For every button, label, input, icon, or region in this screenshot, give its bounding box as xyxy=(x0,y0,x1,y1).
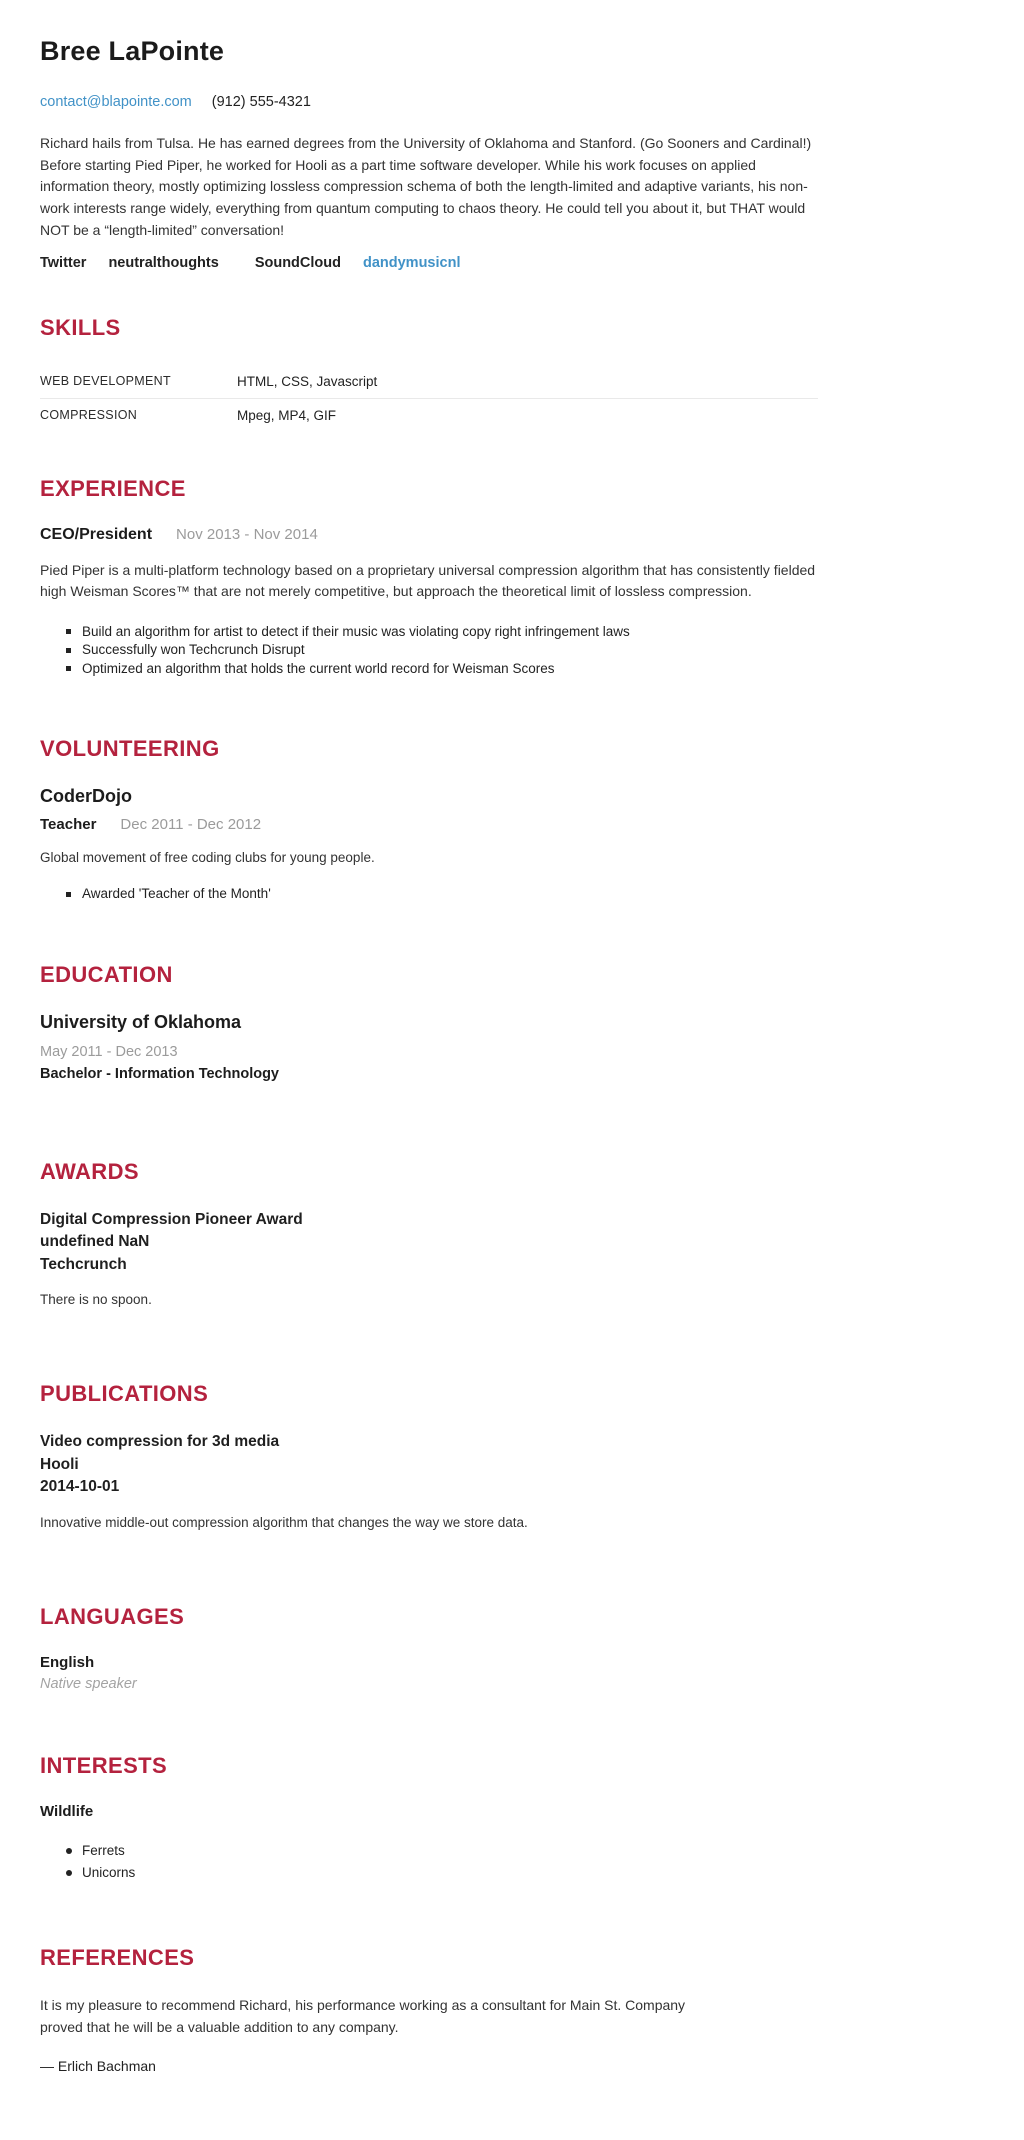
award-awarder: Techcrunch xyxy=(40,1255,127,1273)
skill-keywords: HTML, CSS, Javascript xyxy=(237,373,378,389)
section-interests xyxy=(40,1753,984,1884)
job-highlight: Successfully won Techcrunch Disrupt xyxy=(66,641,984,660)
award-summary: There is no spoon. xyxy=(40,1292,152,1308)
profile-username-soundcloud-link[interactable]: dandymusicnl xyxy=(362,254,461,271)
section-education xyxy=(40,962,984,1085)
email-link[interactable]: contact@blapointe.com xyxy=(40,94,192,110)
job-title: CEO/President xyxy=(40,525,153,543)
volunteer-highlight: Awarded 'Teacher of the Month' xyxy=(66,885,984,904)
section-heading-languages: LANGUAGES xyxy=(40,1603,185,1629)
section-heading-volunteering: VOLUNTEERING xyxy=(40,736,220,762)
skill-name: WEB DEVELOPMENT xyxy=(40,374,171,389)
section-experience xyxy=(40,476,984,679)
interest-keywords-list xyxy=(66,1840,984,1884)
section-heading-awards: AWARDS xyxy=(40,1158,139,1184)
section-heading-skills: SKILLS xyxy=(40,314,121,340)
award-facts xyxy=(40,1209,984,1277)
language-fluency: Native speaker xyxy=(40,1675,137,1692)
education-degree: Bachelor - Information Technology xyxy=(40,1065,279,1082)
job-highlights-list xyxy=(66,623,984,679)
job-highlight: Optimized an algorithm that holds the current world record for Weisman Scores xyxy=(66,660,984,679)
volunteer-organization: CoderDojo xyxy=(40,786,132,807)
section-publications xyxy=(40,1381,984,1530)
section-skills xyxy=(40,315,984,432)
reference-text: It is my pleasure to recommend Richard, his performance working as a consultant for Main St. Company proved that he will be a valuable addition to any company. xyxy=(40,1996,686,2035)
section-heading-interests: INTERESTS xyxy=(40,1752,168,1778)
phone-number: (912) 555-4321 xyxy=(211,94,311,110)
profile-summary: Richard hails from Tulsa. He has earned degrees from the University of Oklahoma and Stanford. (Go Sooners and Cardinal!) Before starting Pied Piper, he worked for Hooli as a part time software developer. While his work focuses on applied information theory, mostly optimizing lossless compression schema of both the length-limited and adaptive variants, his non-work interests range widely, everything from quantum computing to chaos theory. He could tell you about it, but THAT would NOT be a “length-limited” conversation! xyxy=(40,135,812,238)
social-profiles-row xyxy=(40,255,984,271)
profile-network-twitter: Twitter xyxy=(40,254,87,271)
language-name: English xyxy=(40,1653,95,1671)
education-dates: May 2011 - Dec 2013 xyxy=(40,1043,178,1060)
volunteer-highlights-list xyxy=(66,885,984,904)
contact-row xyxy=(40,94,984,110)
section-awards xyxy=(40,1159,984,1308)
section-languages xyxy=(40,1604,984,1692)
job-dates: Nov 2013 - Nov 2014 xyxy=(176,525,318,543)
volunteer-entry-header xyxy=(40,816,984,834)
section-volunteering xyxy=(40,736,984,904)
candidate-name: Bree LaPointe xyxy=(40,36,225,66)
skill-name: COMPRESSION xyxy=(40,408,138,423)
section-heading-experience: EXPERIENCE xyxy=(40,475,186,501)
interest-keyword: Ferrets xyxy=(66,1840,984,1862)
publication-name: Video compression for 3d media xyxy=(40,1433,280,1451)
volunteer-summary: Global movement of free coding clubs for young people. xyxy=(40,850,375,866)
publication-summary: Innovative middle-out compression algorithm that changes the way we store data. xyxy=(40,1514,528,1530)
section-heading-publications: PUBLICATIONS xyxy=(40,1381,209,1407)
skill-row xyxy=(40,399,818,432)
skill-keywords: Mpeg, MP4, GIF xyxy=(237,407,337,423)
skill-row xyxy=(40,365,818,399)
volunteer-position: Teacher xyxy=(40,816,97,834)
interest-name: Wildlife xyxy=(40,1802,94,1820)
profile-username-twitter: neutralthoughts xyxy=(108,254,219,271)
volunteer-dates: Dec 2011 - Dec 2012 xyxy=(120,816,262,834)
award-date: undefined NaN xyxy=(40,1233,150,1251)
job-summary: Pied Piper is a multi-platform technology based on a proprietary universal compression algorithm that has consistently fielded high Weisman Scores™ that are not merely competitive, but approach the theoretical limit of lossless compression. xyxy=(40,561,816,600)
section-references xyxy=(40,1945,984,2074)
experience-entry-header xyxy=(40,526,984,544)
job-highlight: Build an algorithm for artist to detect if their music was violating copy right infringement laws xyxy=(66,623,984,642)
section-heading-references: REFERENCES xyxy=(40,1944,195,1970)
reference-author: — Erlich Bachman xyxy=(40,2058,156,2075)
education-institution: University of Oklahoma xyxy=(40,1011,242,1032)
publication-publisher: Hooli xyxy=(40,1455,79,1473)
interest-keyword: Unicorns xyxy=(66,1862,984,1884)
profile-network-soundcloud: SoundCloud xyxy=(254,254,341,271)
section-heading-education: EDUCATION xyxy=(40,961,173,987)
award-title: Digital Compression Pioneer Award xyxy=(40,1210,303,1228)
publication-facts xyxy=(40,1431,984,1499)
publication-date: 2014-10-01 xyxy=(40,1478,120,1496)
